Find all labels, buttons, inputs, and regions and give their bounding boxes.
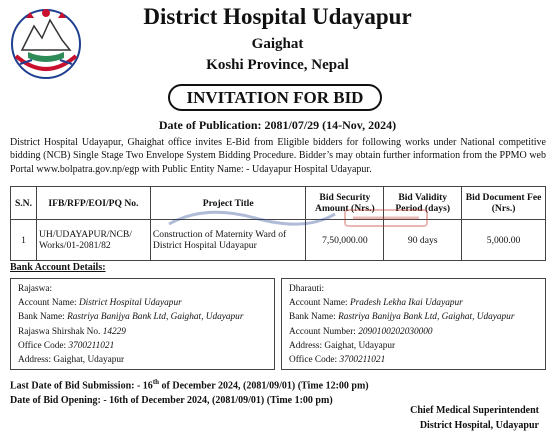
cell-sn: 1 (11, 220, 37, 261)
rajaswa-heading: Rajaswa: (18, 284, 53, 294)
intro-paragraph: District Hospital Udayapur, Ghaighat office invites E-Bid from Eligible bidders for following works under National competitive bidding (NCB) Single Stage Two Envelope System Bidding Procedure. Bidder’s may obtain further information from the PPMO web Portal www.bolpatra.gov.np/egp with Public Entity Name: - Udayapur Hospital Udayapur. (10, 137, 546, 175)
rajaswa-address: Address: Gaighat, Udayapur (18, 355, 125, 366)
cell-bid-security: 7,50,000.00 (306, 220, 384, 261)
col-header-sn: S.N. (11, 187, 37, 220)
cell-document-fee: 5,000.00 (462, 220, 546, 261)
signatory-organization: District Hospital, Udayapur (419, 420, 539, 431)
location-line: Gaighat (251, 36, 304, 52)
dharauti-office-code: Office Code: 3700211021 (289, 355, 386, 366)
rajaswa-account-name: Account Name: District Hospital Udayapur (18, 298, 182, 309)
col-header-project-title: Project Title (150, 187, 306, 220)
col-header-ifb-no: IFB/RFP/EOI/PQ No. (36, 187, 150, 220)
dharauti-heading: Dharauti: (289, 284, 325, 294)
dharauti-account-name: Account Name: Pradesh Lekha Ikai Udayapur (289, 298, 463, 309)
dharauti-account-box (281, 278, 546, 370)
rajaswa-bank-name: Bank Name: Rastriya Banijya Bank Ltd, Gaighat, Udayapur (18, 312, 244, 323)
dharauti-account-number: Account Number: 2090100202030000 (289, 326, 433, 337)
cell-bid-validity: 90 days (384, 220, 462, 261)
dharauti-address: Address: Gaighat, Udayapur (289, 340, 396, 351)
rajaswa-account-box (10, 278, 275, 370)
rajaswa-office-code: Office Code: 3700211021 (18, 340, 115, 351)
dharauti-bank-name: Bank Name: Rastriya Banijya Bank Ltd, Gaighat, Udayapur (289, 312, 515, 323)
invitation-banner: INVITATION FOR BID (168, 84, 382, 111)
bank-details-title: Bank Account Details: (10, 262, 106, 273)
province-line: Koshi Province, Nepal (206, 57, 349, 73)
organization-title: District Hospital Udayapur (143, 4, 412, 29)
watermark-logo (165, 202, 435, 232)
col-header-bid-validity: Bid Validity Period (days) (384, 187, 462, 220)
cell-project-title: Construction of Maternity Ward of District Hospital Udayapur (150, 220, 306, 261)
signatory-title: Chief Medical Superintendent (410, 405, 539, 416)
publication-date: Date of Publication: 2081/07/29 (14-Nov, 2024) (158, 118, 397, 132)
bid-opening-date: Date of Bid Opening: - 16th of December 2024, (2081/09/01) (Time 1:00 pm) (10, 395, 333, 406)
bid-submission-deadline: Last Date of Bid Submission: - 16th of December 2024, (2081/09/01) (Time 12:00 pm) (10, 378, 369, 392)
col-header-bid-security: Bid Security Amount (Nrs.) (306, 187, 384, 220)
col-header-document-fee: Bid Document Fee (Nrs.) (462, 187, 546, 220)
rajaswa-shirshak-no: Rajaswa Shirshak No. 14229 (18, 326, 126, 337)
cell-ifb-no: UH/UDAYAPUR/NCB/ Works/01-2081/82 (36, 220, 150, 261)
